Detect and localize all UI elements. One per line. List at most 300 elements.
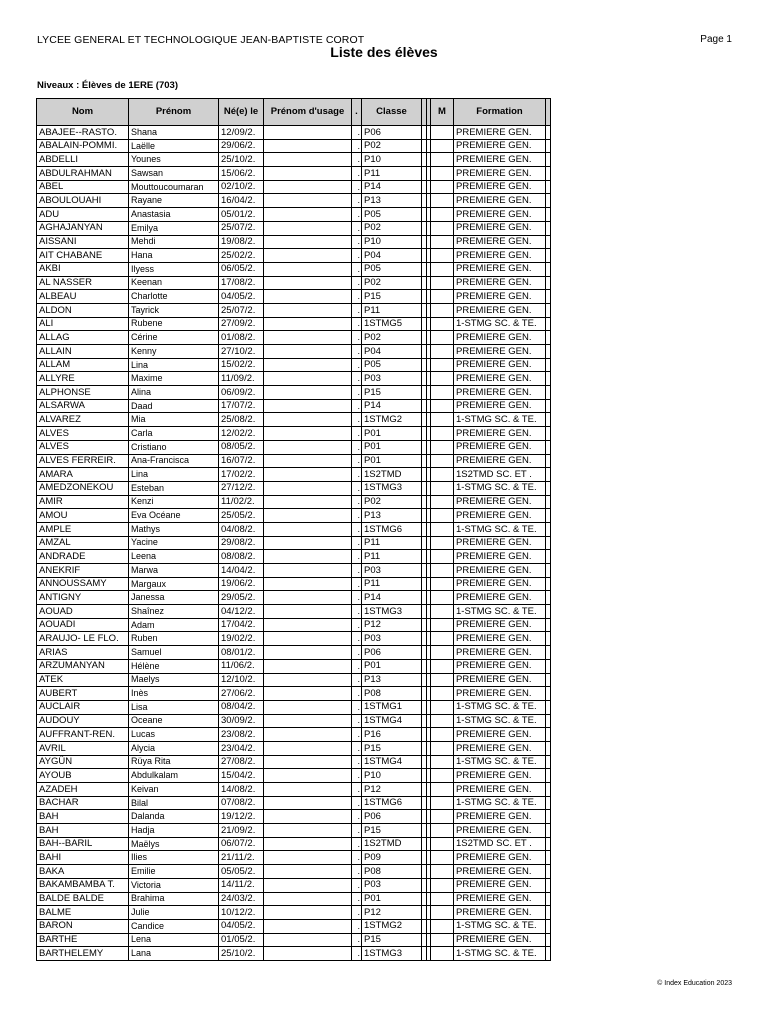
cell-dot [352,399,362,413]
cell-birthdate: 27/12/2. [219,481,264,495]
cell-prenom: Younes [129,153,219,167]
cell-m [431,153,454,167]
dot-mark: . [357,359,360,370]
cell-formation: PREMIERE GEN. [454,276,546,290]
dot-mark: . [357,852,360,863]
cell-formation: PREMIERE GEN. [454,564,546,578]
cell-formation: PREMIERE GEN. [454,290,546,304]
cell-nom: AYOUB [37,769,129,783]
cell-prenom: Emilya [129,221,219,235]
dot-mark: . [357,893,360,904]
table-row [37,741,551,755]
table-header-row [37,99,551,126]
cell-dot [352,550,362,564]
cell-dot [352,769,362,783]
table-row [37,481,551,495]
cell-dot [352,509,362,523]
table-row [37,167,551,181]
cell-prenom-usage [264,413,352,427]
cell-blank [546,454,551,468]
cell-formation: 1-STMG SC. & TE. [454,755,546,769]
dot-mark: . [357,482,360,493]
cell-nom: BARON [37,919,129,933]
cell-dot [352,386,362,400]
cell-birthdate: 17/07/2. [219,399,264,413]
cell-blank [546,564,551,578]
cell-birthdate: 14/11/2. [219,878,264,892]
dot-mark: . [357,181,360,192]
cell-prenom: Eva Océane [129,509,219,523]
dot-mark: . [357,948,360,959]
cell-birthdate: 25/08/2. [219,413,264,427]
cell-blank [546,386,551,400]
cell-prenom: Julie [129,906,219,920]
cell-dot [352,331,362,345]
cell-classe: 1STMG2 [362,413,422,427]
table-row [37,235,551,249]
cell-birthdate: 21/11/2. [219,851,264,865]
cell-classe: P03 [362,878,422,892]
cell-nom: BALME [37,906,129,920]
cell-nom: AZADEH [37,783,129,797]
dot-mark: . [357,332,360,343]
dot-mark: . [357,592,360,603]
cell-formation: PREMIERE GEN. [454,194,546,208]
cell-prenom: Mouttoucoumaran [129,180,219,194]
cell-prenom: Rüya Rita [129,755,219,769]
cell-prenom-usage [264,947,352,961]
cell-classe: 1STMG2 [362,919,422,933]
cell-prenom: Hana [129,249,219,263]
cell-nom: BAH [37,810,129,824]
dot-mark: . [357,167,360,178]
cell-prenom: Rubene [129,317,219,331]
table-row [37,687,551,701]
cell-prenom: Anastasia [129,208,219,222]
cell-prenom: Carla [129,427,219,441]
cell-blank [546,783,551,797]
cell-prenom-usage [264,796,352,810]
cell-formation: 1-STMG SC. & TE. [454,481,546,495]
table-row [37,837,551,851]
cell-dot [352,591,362,605]
cell-m [431,126,454,140]
cell-classe: 1STMG4 [362,755,422,769]
table-row [37,194,551,208]
dot-mark: . [357,373,360,384]
dot-mark: . [357,674,360,685]
cell-birthdate: 01/08/2. [219,331,264,345]
cell-prenom-usage [264,564,352,578]
cell-formation: PREMIERE GEN. [454,358,546,372]
cell-m [431,810,454,824]
cell-prenom: Adam [129,618,219,632]
cell-prenom: Inès [129,687,219,701]
cell-birthdate: 06/05/2. [219,262,264,276]
cell-nom: BAHI [37,851,129,865]
cell-classe: 1STMG3 [362,947,422,961]
cell-prenom-usage [264,262,352,276]
dot-mark: . [357,756,360,767]
cell-classe: P14 [362,180,422,194]
cell-blank [546,536,551,550]
cell-birthdate: 16/07/2. [219,454,264,468]
cell-formation: PREMIERE GEN. [454,933,546,947]
cell-m [431,235,454,249]
cell-dot [352,700,362,714]
cell-prenom: Kenny [129,345,219,359]
table-row [37,386,551,400]
cell-dot [352,783,362,797]
cell-dot [352,919,362,933]
cell-blank [546,221,551,235]
cell-prenom-usage [264,550,352,564]
cell-classe: P11 [362,536,422,550]
cell-birthdate: 12/09/2. [219,126,264,140]
cell-prenom: Maëlys [129,837,219,851]
table-row [37,673,551,687]
cell-prenom-usage [264,536,352,550]
cell-classe: P11 [362,303,422,317]
cell-blank [546,646,551,660]
cell-nom: ALDON [37,303,129,317]
cell-blank [546,618,551,632]
cell-birthdate: 11/02/2. [219,495,264,509]
cell-dot [352,345,362,359]
cell-dot [352,276,362,290]
cell-prenom: Hélène [129,659,219,673]
cell-prenom: Hadja [129,824,219,838]
cell-blank [546,824,551,838]
cell-prenom-usage [264,153,352,167]
cell-nom: AMARA [37,468,129,482]
cell-nom: ABALAIN-POMMI. [37,139,129,153]
cell-prenom-usage [264,372,352,386]
cell-blank [546,290,551,304]
dot-mark: . [357,414,360,425]
cell-birthdate: 11/09/2. [219,372,264,386]
cell-m [431,495,454,509]
cell-blank [546,687,551,701]
table-row [37,126,551,140]
table-row [37,824,551,838]
dot-mark: . [357,920,360,931]
table-row [37,372,551,386]
cell-nom: AVRIL [37,741,129,755]
table-row [37,783,551,797]
dot-mark: . [357,838,360,849]
cell-m [431,728,454,742]
cell-m [431,700,454,714]
dot-mark: . [357,510,360,521]
cell-prenom: Victoria [129,878,219,892]
table-row [37,454,551,468]
cell-nom: ARAUJO- LE FLO. [37,632,129,646]
cell-classe: 1STMG6 [362,522,422,536]
dot-mark: . [357,318,360,329]
table-row [37,509,551,523]
cell-classe: P05 [362,358,422,372]
col-header-formation: Formation [454,99,546,126]
cell-classe: 1S2TMD [362,468,422,482]
cell-formation: PREMIERE GEN. [454,632,546,646]
cell-blank [546,728,551,742]
cell-formation: PREMIERE GEN. [454,221,546,235]
cell-blank [546,700,551,714]
dot-mark: . [357,126,360,137]
cell-birthdate: 17/02/2. [219,468,264,482]
cell-birthdate: 02/10/2. [219,180,264,194]
cell-nom: ALVES [37,440,129,454]
cell-birthdate: 19/08/2. [219,235,264,249]
cell-formation: PREMIERE GEN. [454,167,546,181]
cell-prenom-usage [264,591,352,605]
cell-classe: P02 [362,221,422,235]
table-row [37,632,551,646]
table-row [37,249,551,263]
cell-prenom-usage [264,221,352,235]
cell-m [431,345,454,359]
cell-classe: P12 [362,906,422,920]
cell-classe: P11 [362,167,422,181]
cell-m [431,440,454,454]
cell-birthdate: 06/07/2. [219,837,264,851]
cell-dot [352,728,362,742]
cell-birthdate: 19/06/2. [219,577,264,591]
table-row [37,796,551,810]
cell-prenom-usage [264,892,352,906]
cell-formation: PREMIERE GEN. [454,303,546,317]
cell-blank [546,769,551,783]
cell-classe: 1STMG6 [362,796,422,810]
cell-formation: PREMIERE GEN. [454,577,546,591]
dot-mark: . [357,386,360,397]
cell-prenom-usage [264,755,352,769]
cell-prenom: Keivan [129,783,219,797]
cell-birthdate: 06/09/2. [219,386,264,400]
cell-classe: P10 [362,769,422,783]
dot-mark: . [357,907,360,918]
col-header-nom: Nom [37,99,129,126]
cell-m [431,947,454,961]
cell-m [431,878,454,892]
dot-mark: . [357,824,360,835]
cell-birthdate: 15/06/2. [219,167,264,181]
cell-m [431,413,454,427]
cell-nom: BAKAMBAMBA T. [37,878,129,892]
cell-birthdate: 25/05/2. [219,509,264,523]
cell-formation: PREMIERE GEN. [454,783,546,797]
cell-classe: P01 [362,454,422,468]
cell-m [431,167,454,181]
cell-prenom-usage [264,495,352,509]
cell-prenom-usage [264,824,352,838]
cell-dot [352,522,362,536]
cell-m [431,783,454,797]
cell-m [431,769,454,783]
cell-classe: P12 [362,783,422,797]
cell-formation: 1-STMG SC. & TE. [454,796,546,810]
cell-prenom: Lana [129,947,219,961]
cell-dot [352,933,362,947]
dot-mark: . [357,441,360,452]
cell-blank [546,673,551,687]
cell-prenom: Cristiano [129,440,219,454]
table-row [37,906,551,920]
cell-blank [546,837,551,851]
cell-formation: PREMIERE GEN. [454,331,546,345]
cell-blank [546,372,551,386]
cell-classe: P03 [362,632,422,646]
dot-mark: . [357,195,360,206]
cell-birthdate: 04/08/2. [219,522,264,536]
cell-prenom-usage [264,386,352,400]
cell-prenom: Sawsan [129,167,219,181]
cell-formation: PREMIERE GEN. [454,345,546,359]
cell-blank [546,468,551,482]
cell-dot [352,194,362,208]
cell-m [431,290,454,304]
cell-prenom: Leena [129,550,219,564]
cell-blank [546,276,551,290]
cell-birthdate: 04/05/2. [219,290,264,304]
cell-m [431,221,454,235]
cell-classe: P02 [362,139,422,153]
cell-blank [546,413,551,427]
cell-formation: 1S2TMD SC. ET . [454,468,546,482]
cell-formation: 1S2TMD SC. ET . [454,837,546,851]
cell-nom: ABOULOUAHI [37,194,129,208]
cell-classe: P05 [362,262,422,276]
cell-m [431,796,454,810]
table-row [37,892,551,906]
dot-mark: . [357,879,360,890]
cell-birthdate: 08/05/2. [219,440,264,454]
cell-prenom-usage [264,851,352,865]
cell-prenom-usage [264,865,352,879]
cell-prenom-usage [264,235,352,249]
cell-dot [352,290,362,304]
cell-dot [352,221,362,235]
cell-dot [352,303,362,317]
cell-birthdate: 08/04/2. [219,700,264,714]
cell-blank [546,755,551,769]
cell-nom: AMPLE [37,522,129,536]
cell-birthdate: 05/01/2. [219,208,264,222]
cell-prenom: Kenzi [129,495,219,509]
cell-classe: 1STMG5 [362,317,422,331]
cell-dot [352,878,362,892]
cell-blank [546,550,551,564]
level-caption: Niveaux : Élèves de 1ERE (703) [37,80,178,91]
cell-birthdate: 23/04/2. [219,741,264,755]
cell-m [431,303,454,317]
cell-m [431,673,454,687]
cell-prenom-usage [264,468,352,482]
cell-dot [352,947,362,961]
cell-classe: P03 [362,372,422,386]
cell-prenom-usage [264,714,352,728]
cell-prenom: Oceane [129,714,219,728]
cell-dot [352,810,362,824]
cell-dot [352,564,362,578]
cell-nom: ABAJEE--RASTO. [37,126,129,140]
cell-formation: PREMIERE GEN. [454,646,546,660]
cell-dot [352,796,362,810]
table-row [37,646,551,660]
cell-m [431,714,454,728]
cell-prenom: Ana-Francisca [129,454,219,468]
dot-mark: . [357,715,360,726]
cell-nom: ALPHONSE [37,386,129,400]
cell-m [431,208,454,222]
cell-nom: ANTIGNY [37,591,129,605]
cell-dot [352,317,362,331]
cell-formation: PREMIERE GEN. [454,495,546,509]
cell-dot [352,468,362,482]
cell-dot [352,714,362,728]
col-header-classe: Classe [362,99,422,126]
table-row [37,769,551,783]
cell-m [431,755,454,769]
cell-formation: PREMIERE GEN. [454,399,546,413]
cell-nom: ALLAG [37,331,129,345]
dot-mark: . [357,455,360,466]
cell-prenom: Ilyess [129,262,219,276]
dot-mark: . [357,400,360,411]
cell-prenom: Rayane [129,194,219,208]
cell-formation: 1-STMG SC. & TE. [454,700,546,714]
table-row [37,440,551,454]
cell-birthdate: 25/07/2. [219,303,264,317]
cell-m [431,906,454,920]
cell-prenom-usage [264,605,352,619]
cell-m [431,139,454,153]
cell-classe: P06 [362,810,422,824]
col-header-dot: . [352,99,362,126]
cell-m [431,919,454,933]
table-row [37,755,551,769]
cell-classe: P11 [362,577,422,591]
cell-prenom: Samuel [129,646,219,660]
cell-formation: PREMIERE GEN. [454,262,546,276]
cell-formation: PREMIERE GEN. [454,851,546,865]
cell-dot [352,755,362,769]
cell-prenom: Alycia [129,741,219,755]
dot-mark: . [357,701,360,712]
cell-dot [352,358,362,372]
cell-dot [352,741,362,755]
table-row [37,591,551,605]
dot-mark: . [357,523,360,534]
cell-blank [546,235,551,249]
cell-prenom-usage [264,659,352,673]
cell-nom: ALLYRE [37,372,129,386]
cell-formation: 1-STMG SC. & TE. [454,522,546,536]
cell-m [431,824,454,838]
dot-mark: . [357,770,360,781]
cell-formation: PREMIERE GEN. [454,180,546,194]
cell-nom: AUBERT [37,687,129,701]
cell-prenom: Shaînez [129,605,219,619]
cell-dot [352,139,362,153]
cell-blank [546,358,551,372]
cell-blank [546,180,551,194]
cell-nom: ADU [37,208,129,222]
cell-nom: ABDELLI [37,153,129,167]
table-row [37,262,551,276]
cell-birthdate: 01/05/2. [219,933,264,947]
